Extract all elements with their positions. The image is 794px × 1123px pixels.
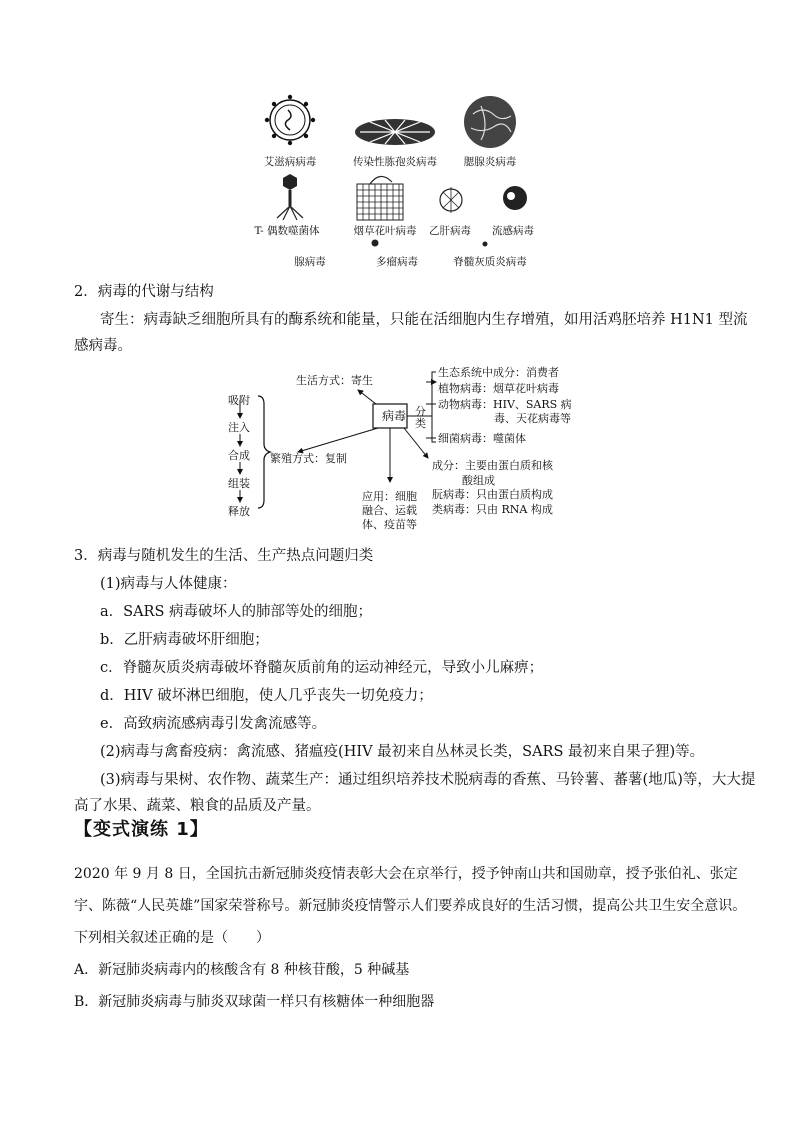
diagram-application-2: 融合、运载	[362, 504, 417, 517]
section3-sub3: (3)病毒与果树、农作物、蔬菜生产：通过组织培养技术脱病毒的香蕉、马铃薯、蕃薯(地瓜)等，大大提	[100, 772, 756, 788]
option-b: B．新冠肺炎病毒与肺炎双球菌一样只有核糖体一种细胞器	[74, 994, 435, 1010]
diagram-step-3: 合成	[228, 449, 250, 462]
diagram-classify-2: 植物病毒：烟草花叶病毒	[438, 382, 559, 395]
section2-para-cont: 感病毒。	[74, 338, 132, 354]
diagram-composition-1: 成分：主要由蛋白质和核	[432, 459, 553, 472]
section3-item-c: c．脊髓灰质炎病毒破坏脊髓灰质前角的运动神经元，导致小儿麻痹；	[100, 660, 544, 676]
caption-mumps: 腮腺炎病毒	[463, 156, 517, 168]
caption-polyoma: 多瘤病毒	[376, 256, 418, 268]
influenza-drawing	[503, 186, 527, 210]
caption-adenovirus: 腺病毒	[294, 256, 326, 268]
caption-tmv: 烟草花叶病毒	[353, 225, 417, 237]
section3-item-d: d．HIV 破坏淋巴细胞，使人几乎丧失一切免疫力；	[100, 688, 433, 704]
section3-sub3-cont: 高了水果、蔬菜、粮食的品质及产量。	[74, 798, 321, 814]
virus-figure	[245, 92, 545, 270]
exercise-title: 【变式演练 1】	[74, 819, 209, 840]
question-line-1: 2020 年 9 月 8 日，全国抗击新冠肺炎疫情表彰大会在京举行，授予钟南山共和国勋章，授予张伯礼、张定	[74, 866, 738, 882]
diagram-step-5: 释放	[228, 505, 250, 518]
section3-sub1: (1)病毒与人体健康：	[100, 576, 237, 592]
diagram-step-1: 吸附	[228, 394, 250, 407]
diagram-center: 病毒	[382, 409, 407, 423]
caption-polio: 脊髓灰质炎病毒	[453, 256, 527, 268]
caption-t-phage: T- 偶数噬菌体	[254, 225, 320, 237]
section3-item-e: e．高致病流感病毒引发禽流感等。	[100, 716, 327, 732]
mumps-virus-drawing	[464, 96, 516, 148]
diagram-step-4: 组装	[228, 477, 250, 490]
hiv-virus-drawing	[265, 95, 315, 145]
diagram-application-3: 体、疫苗等	[362, 518, 417, 531]
diagram-classify-1: 生态系统中成分：消费者	[438, 366, 559, 379]
section3-item-a: a．SARS 病毒破坏人的肺部等处的细胞；	[100, 604, 373, 620]
diagram-classify-3: 动物病毒：HIV、SARS 病	[438, 398, 572, 411]
polyoma-dot	[372, 240, 379, 247]
bursal-virus-drawing	[355, 119, 435, 145]
diagram-classify-label: 分类	[415, 405, 426, 430]
question-line-2: 宇、陈薇“人民英雄”国家荣誉称号。新冠肺炎疫情警示人们要养成良好的生活习惯，提高公共卫生安全意识。	[74, 898, 747, 914]
caption-bursal: 传染性胨孢炎病毒	[353, 156, 437, 168]
diagram-classify-5: 细菌病毒：噬菌体	[438, 432, 526, 445]
diagram-application-1: 应用：细胞	[362, 490, 417, 503]
hbv-drawing	[440, 187, 462, 213]
t-phage-drawing	[277, 174, 303, 220]
section2-heading: 2．病毒的代谢与结构	[74, 284, 214, 300]
caption-hbv: 乙肝病毒	[429, 225, 471, 237]
diagram-classify-4: 毒、天花病毒等	[494, 412, 571, 425]
polio-dot	[483, 242, 488, 247]
option-a: A．新冠肺炎病毒内的核酸含有 8 种核苷酸，5 种碱基	[74, 962, 410, 978]
section3-item-b: b．乙肝病毒破坏肝细胞；	[100, 632, 269, 648]
section3-heading: 3．病毒与随机发生的生活、生产热点问题归类	[74, 548, 374, 564]
question-line-3: 下列相关叙述正确的是（ ）	[74, 930, 270, 946]
tmv-drawing	[357, 176, 403, 220]
section2-para: 寄生：病毒缺乏细胞所具有的酶系统和能量，只能在活细胞内生存增殖，如用活鸡胚培养 H1N1 型流	[100, 312, 748, 328]
caption-hiv: 艾滋病病毒	[263, 156, 317, 168]
caption-influenza: 流感病毒	[492, 225, 534, 237]
diagram-composition-4: 类病毒：只由 RNA 构成	[432, 503, 553, 516]
virus-drawings	[245, 92, 545, 270]
section3-sub2: (2)病毒与禽畜疫病：禽流感、猪瘟疫(HIV 最初来自丛林灵长类，SARS 最初来自果子狸)等。	[100, 744, 705, 760]
diagram-lifestyle: 生活方式：寄生	[296, 374, 373, 387]
diagram-composition-3: 朊病毒：只由蛋白质构成	[432, 488, 553, 501]
diagram-composition-2: 酸组成	[462, 474, 495, 487]
diagram-step-2: 注入	[228, 421, 250, 434]
virus-concept-diagram	[218, 362, 578, 532]
diagram-reproduction: 繁殖方式：复制	[270, 452, 347, 465]
